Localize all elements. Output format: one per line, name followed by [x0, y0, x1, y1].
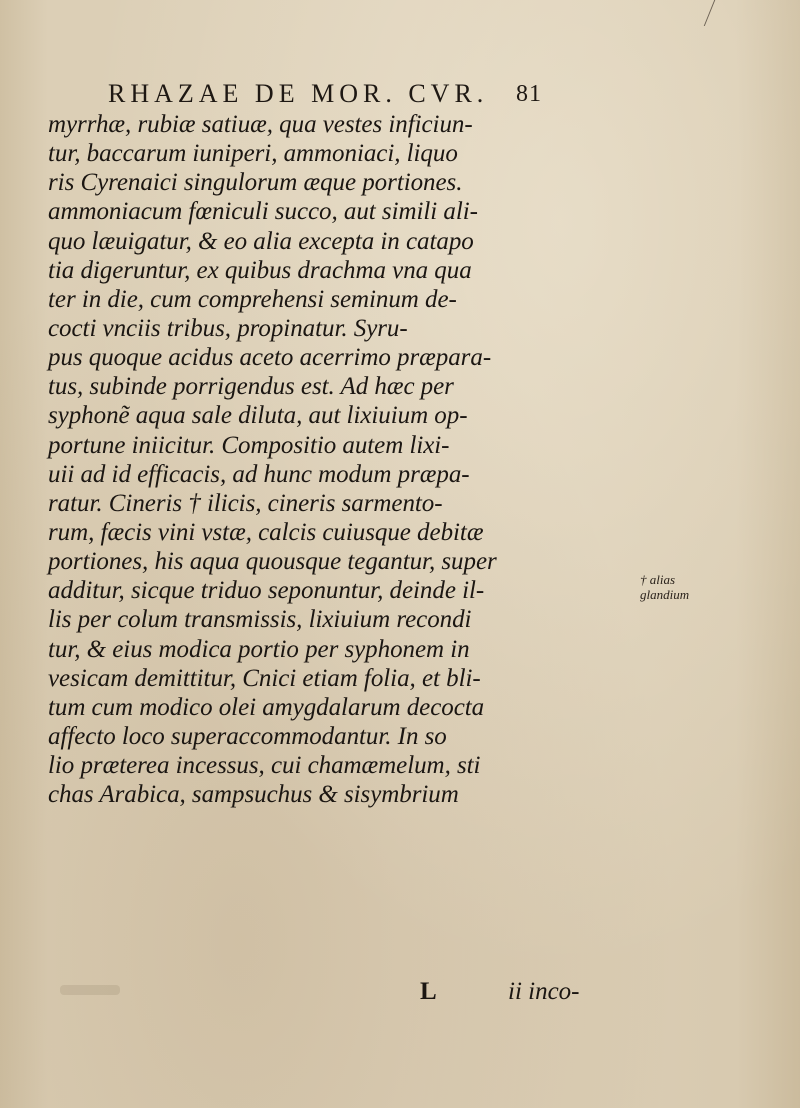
margin-note-line1 — [640, 572, 740, 587]
running-head-title: RHAZAE DE MOR. CVR. — [108, 79, 489, 108]
text-line: vesicam demittitur, Cnici etiam folia, et bli- — [48, 664, 481, 692]
text-line: portune iniicitur. Compositio autem lixi- — [48, 431, 450, 459]
folio-number: 81 — [516, 81, 542, 107]
text-line: pus quoque acidus aceto acerrimo præpara- — [48, 344, 492, 372]
dagger-mark: † — [640, 572, 647, 587]
text-line: tia digeruntur, ex quibus drachma vna qua — [48, 256, 472, 284]
text-line: tur, & eius modica portio per syphonem in — [48, 635, 470, 663]
margin-note-text-1: alias — [649, 572, 676, 587]
corner-pen-mark — [686, 0, 716, 26]
text-line: affecto loco superaccommodantur. In so — [48, 722, 447, 750]
text-line: tur, baccarum iuniperi, ammoniaci, liquo — [48, 140, 458, 168]
text-line: cocti vnciis tribus, propinatur. Syru- — [48, 314, 408, 342]
body-text — [48, 110, 638, 809]
text-line: ratur. Cineris † ilicis, cineris sarmento- — [48, 489, 443, 517]
running-head — [108, 76, 628, 112]
text-line: ris Cyrenaici singulorum æque portiones. — [48, 169, 463, 197]
margin-note — [640, 572, 740, 602]
margin-note-line2: glandium — [640, 587, 690, 602]
text-line: rum, fæcis vini vstæ, calcis cuiusque debitæ — [48, 518, 484, 546]
text-line: uii ad id efficacis, ad hunc modum præpa- — [48, 460, 470, 488]
text-line: lio præterea incessus, cui chamæmelum, sti — [48, 752, 481, 780]
text-line: lis per colum transmissis, lixiuium recondi — [48, 606, 472, 634]
text-line: ter in die, cum comprehensi seminum de- — [48, 285, 457, 313]
text-line: portiones, his aqua quousque tegantur, super — [48, 548, 497, 576]
signature-mark: L — [420, 978, 437, 1005]
text-line: myrrhæ, rubiæ satiuæ, qua vestes inficiun- — [48, 111, 473, 138]
text-line: quo læuigatur, & eo alia excepta in catapo — [48, 227, 474, 255]
text-line: ammoniacum fœniculi succo, aut simili ali- — [48, 198, 478, 226]
text-line: tus, subinde porrigendus est. Ad hæc per — [48, 373, 454, 401]
page-footer — [0, 978, 800, 1014]
catchword: ii inco- — [508, 978, 580, 1005]
text-line: syphonẽ aqua sale diluta, aut lixiuium op- — [48, 402, 468, 430]
text-line: chas Arabica, sampsuchus & sisymbrium — [48, 781, 459, 809]
text-line: additur, sicque triduo seponuntur, deinde il- — [48, 577, 485, 605]
text-line: tum cum modico olei amygdalarum decocta — [48, 693, 485, 721]
